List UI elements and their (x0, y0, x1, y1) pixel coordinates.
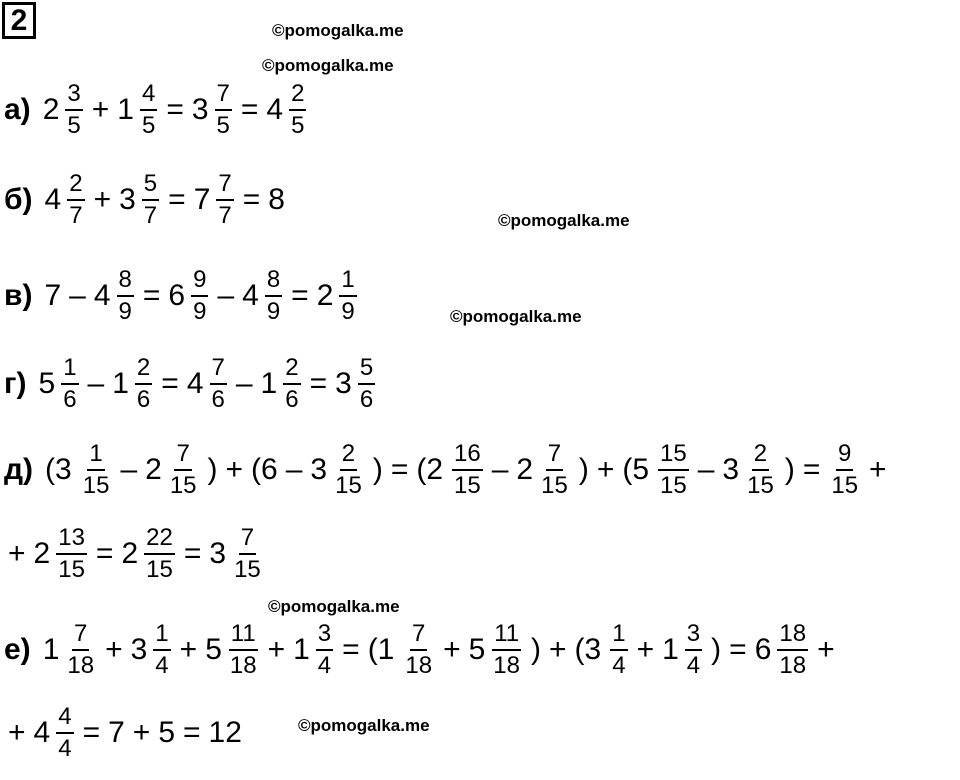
denominator: 15 (335, 472, 362, 499)
fraction-stack (777, 622, 808, 678)
mixed-number (187, 356, 228, 412)
numerator: 1 (87, 442, 104, 471)
math-token: = (166, 93, 184, 126)
mixed-number (112, 356, 153, 412)
item-label: г) (4, 367, 27, 400)
whole-part: 3 (191, 93, 209, 126)
whole-part: 6 (754, 633, 772, 666)
denominator: 15 (234, 556, 261, 583)
whole-part: 3 (722, 453, 740, 486)
fraction-stack (67, 172, 84, 228)
watermark: ©pomogalka.me (272, 21, 404, 40)
math-token: = (183, 537, 202, 570)
fraction-stack (339, 268, 356, 324)
denominator: 18 (779, 652, 807, 679)
numerator: 7 (239, 526, 256, 555)
math-token: – (69, 279, 86, 312)
denominator: 6 (136, 386, 151, 413)
watermark: ©pomogalka.me (298, 716, 430, 735)
mixed-number (34, 705, 75, 761)
math-token: (2 (416, 453, 444, 486)
denominator: 18 (493, 652, 520, 679)
whole-part: 2 (516, 453, 534, 486)
fraction (828, 442, 861, 498)
math-token: + (91, 93, 110, 126)
fraction-stack (117, 268, 134, 324)
fraction-stack (210, 356, 227, 412)
numerator: 15 (658, 442, 689, 471)
equation-line (4, 356, 380, 412)
math-token: 7 (44, 279, 62, 312)
whole-part: 1 (117, 93, 134, 126)
equation-line (4, 705, 246, 761)
math-token: = (242, 183, 261, 216)
numerator: 3 (316, 622, 333, 651)
math-token: + (8, 716, 26, 749)
numerator: 4 (140, 82, 157, 111)
mixed-number (43, 82, 84, 138)
denominator: 6 (359, 386, 374, 413)
fraction-stack (685, 622, 702, 678)
whole-part: 4 (93, 279, 111, 312)
fraction-stack (56, 526, 87, 582)
whole-part: 5 (38, 367, 56, 400)
mixed-number (39, 356, 80, 412)
equation-line (4, 268, 362, 324)
mixed-number (261, 356, 302, 412)
denominator: 5 (291, 112, 305, 139)
numerator: 11 (492, 622, 521, 651)
whole-part: 6 (168, 279, 186, 312)
whole-part: 1 (293, 633, 310, 666)
math-token: ) (578, 453, 589, 486)
numerator: 7 (174, 442, 191, 471)
denominator: 9 (341, 298, 355, 325)
fraction-stack (81, 442, 112, 498)
numerator: 7 (215, 82, 232, 111)
denominator: 15 (146, 556, 173, 583)
denominator: 7 (69, 202, 83, 229)
denominator: 6 (285, 386, 299, 413)
denominator: 18 (229, 652, 257, 679)
mixed-number (131, 622, 172, 678)
fraction-stack (228, 622, 259, 678)
denominator: 15 (82, 472, 110, 499)
mixed-number (722, 442, 776, 498)
math-token: – (87, 367, 105, 400)
numerator: 7 (546, 442, 563, 471)
fraction-stack (358, 356, 375, 412)
fraction-stack (452, 442, 483, 498)
math-token: + (443, 633, 461, 666)
math-token: = (183, 716, 201, 749)
math-token: + (549, 633, 567, 666)
mixed-number (242, 268, 283, 324)
math-token: + (132, 716, 151, 749)
math-token: = (291, 279, 309, 312)
math-token: 7 (108, 716, 125, 749)
fraction-stack (403, 622, 434, 678)
equation-line (4, 526, 268, 582)
numerator: 9 (191, 268, 208, 297)
fraction-stack (316, 622, 333, 678)
mixed-number (662, 622, 703, 678)
whole-part: 4 (242, 279, 259, 312)
denominator: 15 (541, 472, 568, 499)
whole-part: 3 (209, 537, 227, 570)
denominator: 15 (831, 472, 859, 499)
math-token: = (95, 537, 114, 570)
numerator: 9 (836, 442, 853, 471)
numerator: 16 (452, 442, 483, 471)
mixed-number (755, 622, 809, 678)
denominator: 4 (58, 735, 72, 762)
math-token: – (217, 279, 235, 312)
mixed-number (194, 172, 235, 228)
numerator: 2 (283, 356, 300, 385)
mixed-number (192, 82, 233, 138)
numerator: 7 (410, 622, 427, 651)
fraction-stack (191, 268, 208, 324)
fraction-stack (283, 356, 300, 412)
math-token: + (636, 633, 655, 666)
fraction-stack (658, 442, 689, 498)
math-token: 8 (268, 183, 285, 216)
math-token: = (240, 93, 259, 126)
item-label: в) (4, 279, 33, 312)
mixed-number (94, 268, 135, 324)
fraction-stack (610, 622, 627, 678)
numerator: 3 (65, 82, 82, 111)
equation-line (4, 622, 839, 678)
numerator: 13 (56, 526, 87, 555)
whole-part: 1 (662, 633, 679, 666)
whole-part: 4 (44, 183, 62, 216)
item-label: б) (4, 183, 33, 216)
numerator: 2 (752, 442, 769, 471)
denominator: 15 (660, 472, 687, 499)
whole-part: 1 (260, 367, 278, 400)
fraction (451, 442, 484, 498)
whole-part: 1 (112, 367, 129, 400)
whole-part: 2 (316, 279, 334, 312)
math-token: = (729, 633, 747, 666)
whole-part: 4 (33, 716, 51, 749)
denominator: 6 (211, 386, 225, 413)
mixed-number (45, 172, 86, 228)
math-token: + (267, 633, 286, 666)
watermark: ©pomogalka.me (268, 597, 400, 616)
math-token: (1 (367, 633, 395, 666)
mixed-number (34, 526, 88, 582)
mixed-number (121, 526, 175, 582)
math-token: (3 (45, 453, 72, 486)
fraction-stack (153, 622, 170, 678)
numerator: 2 (135, 356, 152, 385)
mixed-number (266, 82, 307, 138)
fraction-stack (168, 442, 199, 498)
fraction-stack (135, 356, 152, 412)
math-token: ) (711, 633, 722, 666)
watermark: ©pomogalka.me (498, 211, 630, 230)
whole-part: 3 (310, 453, 328, 486)
math-token: 5 (158, 716, 176, 749)
math-token: ) (784, 453, 795, 486)
math-token: = (802, 453, 821, 486)
math-token: – (697, 453, 715, 486)
fraction (657, 442, 690, 498)
whole-part: 3 (335, 367, 352, 400)
denominator: 15 (454, 472, 481, 499)
watermark: ©pomogalka.me (450, 307, 582, 326)
fraction (80, 442, 113, 498)
numerator: 1 (61, 356, 78, 385)
numerator: 1 (610, 622, 627, 651)
fraction-stack (829, 442, 860, 498)
fraction-stack (142, 172, 159, 228)
whole-part: 1 (42, 633, 60, 666)
numerator: 4 (56, 705, 73, 734)
fraction-stack (65, 622, 96, 678)
item-label: е) (4, 633, 31, 666)
denominator: 4 (155, 652, 169, 679)
math-token: = (142, 279, 161, 312)
mixed-number (293, 622, 334, 678)
denominator: 4 (317, 652, 332, 679)
denominator: 5 (141, 112, 156, 139)
mixed-number (310, 442, 364, 498)
fraction-stack (56, 705, 73, 761)
math-token: (5 (622, 453, 650, 486)
equation-line (4, 82, 311, 138)
whole-part: 4 (266, 93, 284, 126)
mixed-number (117, 82, 158, 138)
denominator: 15 (169, 472, 197, 499)
mixed-number (119, 172, 160, 228)
math-token: + (179, 633, 198, 666)
fraction-stack (289, 82, 306, 138)
fraction-stack (65, 82, 82, 138)
denominator: 4 (686, 652, 701, 679)
denominator: 7 (143, 202, 158, 229)
math-token: – (235, 367, 253, 400)
math-token: = (309, 367, 328, 400)
math-token: + (8, 537, 26, 570)
whole-part: 2 (42, 93, 60, 126)
math-token: – (120, 453, 138, 486)
numerator: 8 (117, 268, 134, 297)
mixed-number (209, 526, 263, 582)
denominator: 15 (58, 556, 85, 583)
numerator: 7 (72, 622, 89, 651)
whole-part: 3 (130, 633, 148, 666)
math-token: = (168, 183, 186, 216)
fraction-stack (144, 526, 175, 582)
math-token: = (342, 633, 360, 666)
denominator: 7 (218, 202, 232, 229)
denominator: 18 (67, 652, 95, 679)
numerator: 7 (210, 356, 227, 385)
watermark: ©pomogalka.me (262, 56, 394, 75)
whole-part: 2 (145, 453, 162, 486)
whole-part: 5 (468, 633, 486, 666)
numerator: 2 (67, 172, 84, 201)
mixed-number (317, 268, 358, 324)
fraction-stack (216, 172, 233, 228)
math-token: ) (531, 633, 541, 666)
mixed-number (516, 442, 570, 498)
math-token: ) (207, 453, 218, 486)
math-token: + (869, 453, 887, 486)
numerator: 3 (685, 622, 702, 651)
exercise-number-badge: 2 (2, 2, 36, 39)
fraction-stack (61, 356, 78, 412)
fraction-stack (215, 82, 232, 138)
equation-line (4, 172, 289, 228)
item-label: д) (4, 453, 34, 486)
numerator: 2 (289, 82, 306, 111)
whole-part: 3 (119, 183, 136, 216)
math-token: = (161, 367, 179, 400)
fraction (609, 622, 628, 678)
numerator: 1 (153, 622, 170, 651)
mixed-number (145, 442, 199, 498)
mixed-number (168, 268, 209, 324)
fraction-stack (140, 82, 157, 138)
fraction-stack (265, 268, 282, 324)
numerator: 7 (216, 172, 233, 201)
math-token: + (105, 633, 123, 666)
denominator: 6 (63, 386, 77, 413)
numerator: 18 (777, 622, 808, 651)
fraction-stack (539, 442, 570, 498)
math-token: + (225, 453, 244, 486)
mixed-number (43, 622, 97, 678)
numerator: 11 (229, 622, 258, 651)
whole-part: 2 (33, 537, 51, 570)
math-token: – (491, 453, 509, 486)
denominator: 9 (193, 298, 207, 325)
math-token: + (596, 453, 615, 486)
math-token: (6 (251, 453, 278, 486)
denominator: 18 (405, 652, 433, 679)
item-label: а) (4, 93, 31, 126)
whole-part: 5 (205, 633, 222, 666)
fraction (402, 622, 435, 678)
denominator: 9 (266, 298, 281, 325)
numerator: 22 (144, 526, 175, 555)
mixed-number (205, 622, 259, 678)
fraction-stack (745, 442, 776, 498)
numerator: 2 (340, 442, 357, 471)
equation-line (4, 442, 891, 498)
whole-part: 4 (186, 367, 204, 400)
math-token: + (93, 183, 112, 216)
denominator: 5 (67, 112, 81, 139)
numerator: 8 (265, 268, 282, 297)
whole-part: 2 (121, 537, 139, 570)
denominator: 4 (612, 652, 626, 679)
math-token: (3 (574, 633, 602, 666)
fraction-stack (333, 442, 364, 498)
numerator: 5 (358, 356, 375, 385)
fraction-stack (491, 622, 522, 678)
denominator: 9 (118, 298, 132, 325)
numerator: 5 (142, 172, 159, 201)
mixed-number (469, 622, 523, 678)
numerator: 1 (339, 268, 356, 297)
fraction-stack (232, 526, 263, 582)
math-token: – (285, 453, 303, 486)
math-token: 12 (208, 716, 242, 749)
mixed-number (335, 356, 376, 412)
math-token: ) (372, 453, 383, 486)
math-token: = (82, 716, 101, 749)
whole-part: 7 (193, 183, 211, 216)
math-token: + (817, 633, 835, 666)
math-token: = (390, 453, 409, 486)
denominator: 5 (216, 112, 230, 139)
denominator: 15 (747, 472, 774, 499)
